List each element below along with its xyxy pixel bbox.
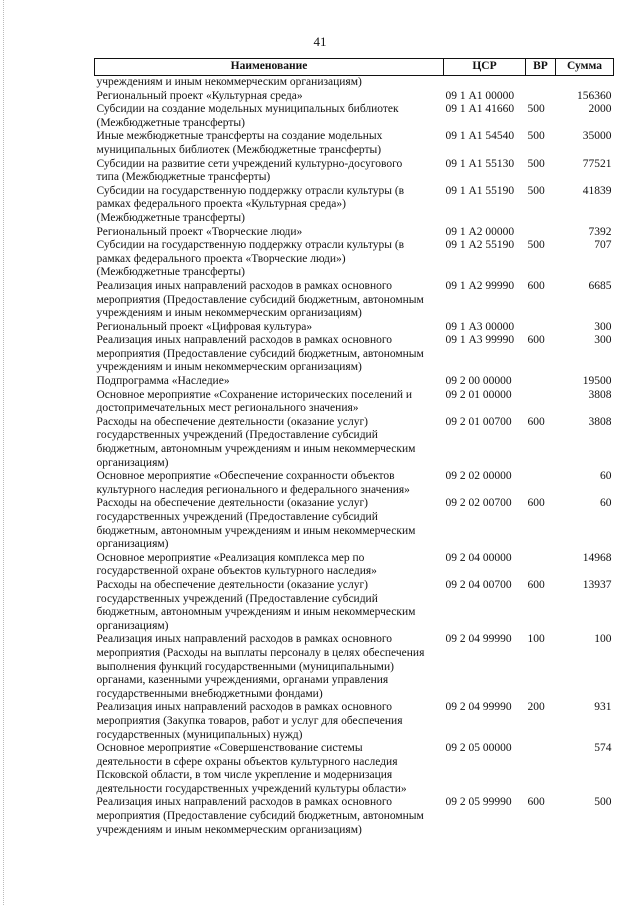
table-row: [95, 742, 614, 796]
table-row: [95, 239, 614, 280]
row-vr: 600: [527, 279, 545, 292]
row-name: Реализация иных направлений расходов в рамках основного мероприятия (Закупка товаров, работ и услуг для обеспечения государственных (муниципальных) нужд): [96, 701, 403, 741]
row-csr: 09 2 04 00000: [445, 551, 512, 564]
row-csr: 09 2 05 99990: [445, 796, 512, 809]
row-vr: 600: [527, 578, 545, 591]
row-vr: 600: [527, 334, 545, 347]
header-sum: Сумма: [556, 59, 614, 76]
row-vr: [526, 90, 556, 104]
table-row: [95, 185, 614, 226]
row-vr: [526, 321, 556, 335]
budget-table: [94, 58, 614, 837]
row-sum: 41839: [582, 184, 612, 197]
row-name: Основное мероприятие «Реализация комплекса мер по государственной охране объектов культурного наследия»: [96, 551, 377, 578]
table-header-row: [95, 59, 614, 76]
row-csr: 09 1 А1 55130: [445, 157, 515, 170]
table-row: [95, 796, 614, 837]
table-row: [95, 321, 614, 335]
row-csr: 09 1 А1 54540: [445, 130, 515, 143]
table-row: [95, 470, 614, 497]
row-sum: 6685: [588, 279, 612, 292]
table-row: [95, 280, 614, 321]
row-vr: 500: [527, 157, 545, 170]
row-csr: 09 2 00 00000: [445, 375, 512, 388]
row-name: учреждениям и иным некоммерческим организациям): [96, 76, 362, 88]
header-name: Наименование: [95, 59, 444, 76]
row-csr: [444, 76, 526, 90]
row-name: Региональный проект «Творческие люди»: [96, 225, 303, 238]
table-row: [95, 103, 614, 130]
row-sum: 931: [594, 701, 612, 714]
row-sum: 35000: [582, 130, 612, 143]
row-vr: [526, 742, 556, 796]
row-sum: 300: [594, 334, 612, 347]
row-name: Субсидии на создание модельных муниципальных библиотек (Межбюджетные трансферты): [96, 103, 399, 129]
row-csr: 09 1 А1 55190: [445, 184, 515, 197]
row-csr: 09 2 04 99990: [445, 701, 512, 714]
row-vr: 500: [527, 239, 545, 252]
header-vr: ВР: [526, 59, 556, 76]
row-vr: [526, 226, 556, 240]
row-csr: 09 2 01 00700: [445, 415, 512, 428]
table-row: [95, 375, 614, 389]
row-sum: 7392: [588, 225, 612, 238]
row-sum: 156360: [577, 89, 612, 102]
row-sum: 100: [594, 633, 612, 646]
table-row: [95, 334, 614, 375]
table-row: [95, 497, 614, 551]
row-csr: 09 1 А1 00000: [445, 89, 515, 102]
row-name: Реализация иных направлений расходов в рамках основного мероприятия (Предоставление субсидий бюджетным, автономным учреждениям и иным некоммерческим организациям): [96, 796, 424, 836]
row-csr: 09 1 А2 55190: [445, 239, 515, 252]
row-vr: [526, 76, 556, 90]
table-body: [95, 76, 614, 838]
row-name: Расходы на обеспечение деятельности (оказание услуг) государственных учреждений (Предоставление субсидий бюджетным, автономным учреждениям и иным некоммерческим организациям): [96, 497, 416, 551]
row-name: Региональный проект «Культурная среда»: [96, 89, 303, 102]
row-name: Основное мероприятие «Обеспечение сохранности объектов культурного наследия регионального и федерального значения»: [96, 470, 410, 496]
table-row: [95, 633, 614, 701]
row-vr: [526, 552, 556, 579]
row-sum: 60: [600, 497, 612, 510]
header-csr: ЦСР: [444, 59, 526, 76]
row-csr: 09 1 А2 99990: [445, 279, 515, 292]
table-row: [95, 579, 614, 633]
row-vr: [526, 470, 556, 497]
row-vr: 500: [527, 130, 545, 143]
row-csr: 09 1 А1 41660: [445, 103, 515, 116]
row-vr: [526, 375, 556, 389]
row-vr: 500: [527, 184, 545, 197]
row-name: Реализация иных направлений расходов в рамках основного мероприятия (Предоставление субсидий бюджетным, автономным учреждениям и иным некоммерческим организациям): [96, 279, 424, 320]
table-row: [95, 76, 614, 90]
row-csr: 09 2 02 00000: [445, 470, 512, 483]
row-sum: 13937: [582, 578, 612, 591]
table-row: [95, 552, 614, 579]
table-row: [95, 701, 614, 742]
row-csr: 09 1 А3 99990: [445, 334, 515, 347]
row-sum: 19500: [582, 375, 612, 388]
row-name: Расходы на обеспечение деятельности (оказание услуг) государственных учреждений (Предоставление субсидий бюджетным, автономным учреждениям и иным некоммерческим организациям): [96, 578, 416, 632]
row-vr: [526, 389, 556, 416]
row-sum: 574: [594, 742, 612, 755]
row-csr: 09 2 02 00700: [445, 497, 512, 510]
row-name: Подпрограмма «Наследие»: [96, 375, 230, 388]
row-name: Субсидии на развитие сети учреждений культурно-досугового типа (Межбюджетные трансферты): [96, 157, 403, 184]
page-number: 41: [313, 34, 327, 49]
row-name: Субсидии на государственную поддержку отрасли культуры (в рамках федерального проекта «Творческие люди») (Межбюджетные трансферты): [96, 239, 405, 279]
row-sum: 60: [600, 470, 612, 483]
row-sum: 707: [594, 239, 612, 252]
scan-edge-line: [3, 0, 5, 905]
row-sum: 3808: [588, 388, 612, 401]
row-sum: 2000: [588, 103, 612, 116]
row-csr: 09 1 А2 00000: [445, 225, 515, 238]
row-sum: 300: [594, 320, 612, 333]
row-csr: 09 1 А3 00000: [445, 320, 515, 333]
table-row: [95, 158, 614, 185]
row-csr: 09 2 01 00000: [445, 388, 512, 401]
table-row: [95, 90, 614, 104]
row-name: Субсидии на государственную поддержку отрасли культуры (в рамках федерального проекта «Культурная среда») (Межбюджетные трансферты): [96, 184, 405, 224]
row-sum: 14968: [582, 551, 612, 564]
row-name: Региональный проект «Цифровая культура»: [96, 320, 313, 333]
row-vr: 600: [527, 796, 545, 809]
row-csr: 09 2 04 00700: [445, 578, 512, 591]
row-sum: 77521: [582, 157, 612, 170]
table-row: [95, 130, 614, 157]
row-vr: 600: [527, 415, 545, 428]
row-name: Реализация иных направлений расходов в рамках основного мероприятия (Расходы на выплаты персоналу в целях обеспечения выполнения функций государственными (муниципальными) органами, казенными учреждениями, органами управления государственными внебюджетными фондами): [96, 633, 425, 700]
row-vr: 100: [527, 633, 545, 646]
row-name: Реализация иных направлений расходов в рамках основного мероприятия (Предоставление субсидий бюджетным, автономным учреждениям и иным некоммерческим организациям): [96, 334, 424, 374]
row-sum: 500: [594, 796, 612, 809]
row-vr: 600: [527, 497, 545, 510]
table-row: [95, 389, 614, 416]
row-name: Расходы на обеспечение деятельности (оказание услуг) государственных учреждений (Предоставление субсидий бюджетным, автономным учреждениям и иным некоммерческим организациям): [96, 415, 416, 469]
row-csr: 09 2 05 00000: [445, 742, 512, 755]
row-csr: 09 2 04 99990: [445, 633, 512, 646]
row-name: Основное мероприятие «Сохранение исторических поселений и достопримечательных мест регионального значения»: [96, 388, 412, 415]
table-row: [95, 226, 614, 240]
row-name: Иные межбюджетные трансферты на создание модельных муниципальных библиотек (Межбюджетные трансферты): [96, 130, 383, 156]
row-name: Основное мероприятие «Совершенствование системы деятельности в сфере охраны объектов культурного наследия Псковской области, в том числе укрепление и модернизация деятельности государственных учреждений культуры области»: [96, 742, 407, 795]
row-vr: 500: [527, 103, 545, 116]
row-vr: 200: [527, 701, 545, 714]
row-sum: [556, 76, 614, 90]
table-row: [95, 416, 614, 470]
row-sum: 3808: [588, 415, 612, 428]
